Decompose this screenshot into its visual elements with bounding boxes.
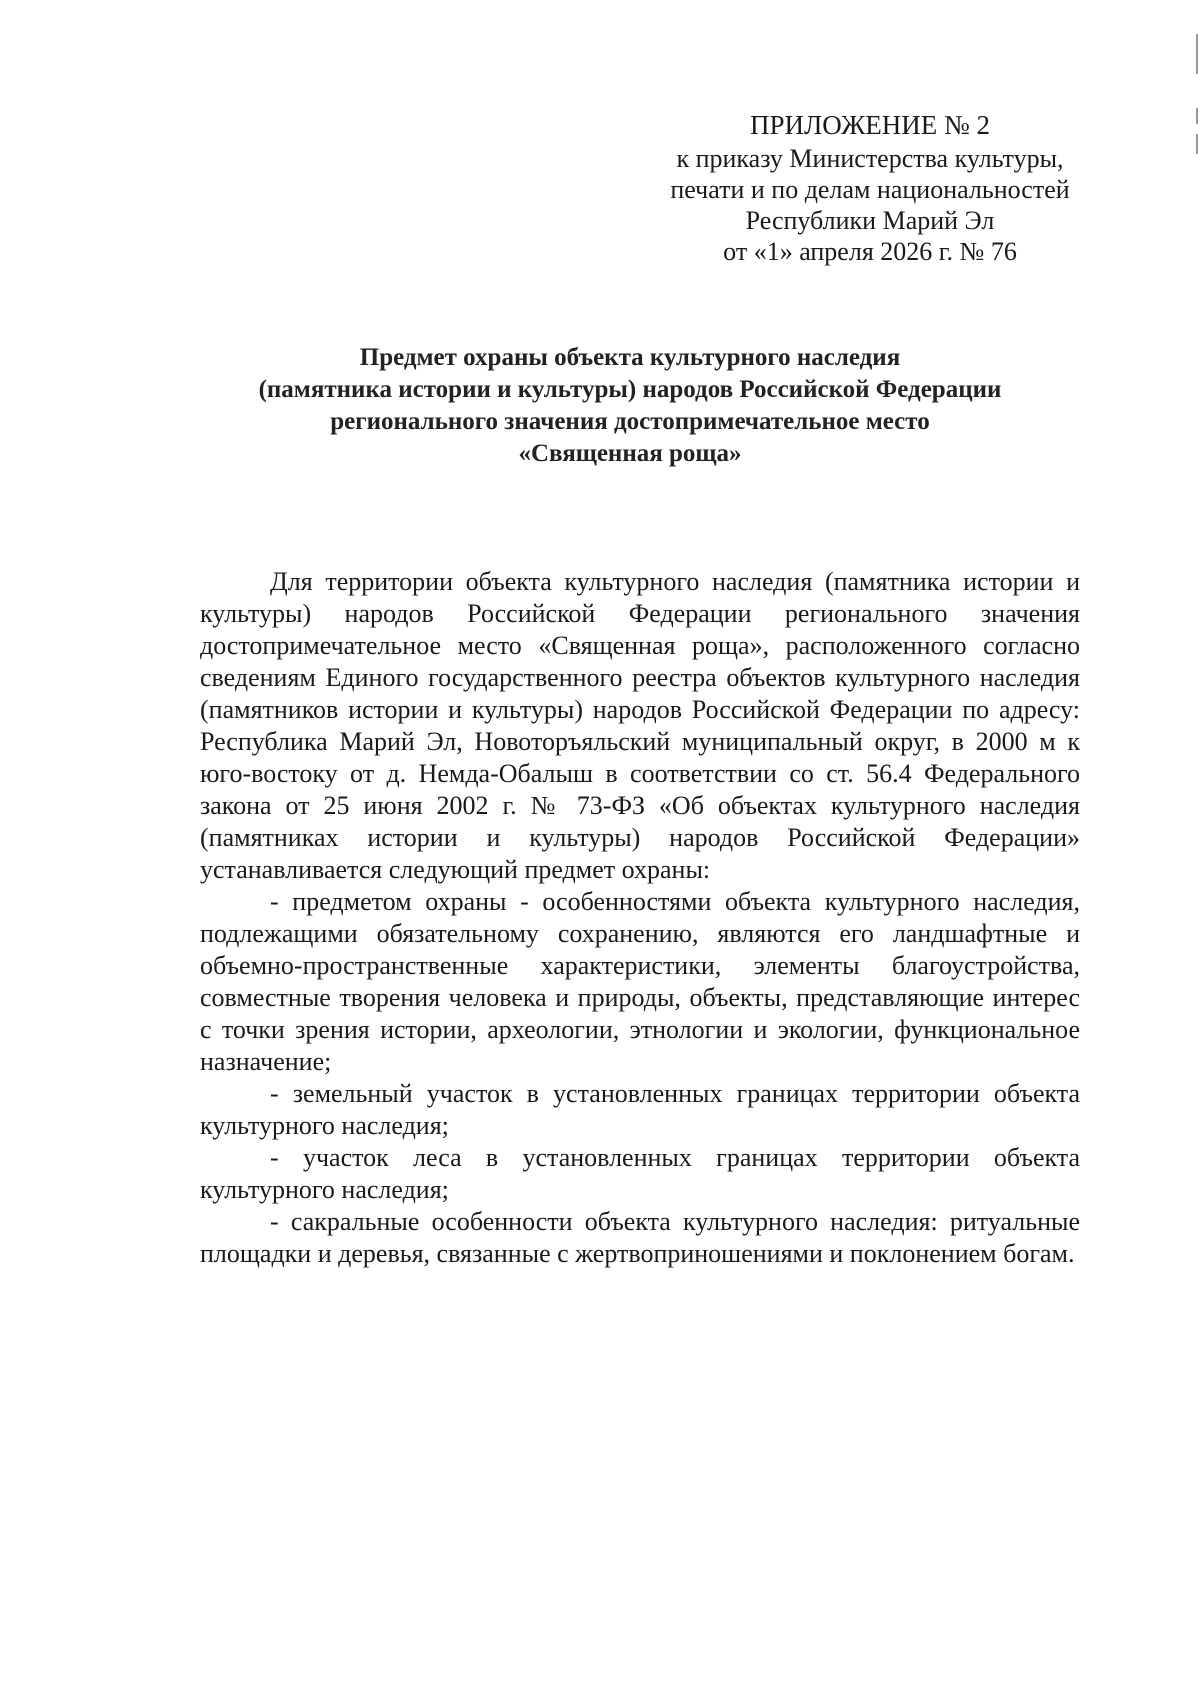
body-paragraph-item: - предметом охраны - особенностями объекта культурного наследия, подлежащими обязательному сохранению, являются его ландшафтные и объемно-пространственные характеристики, элементы благоустройства, совместные творения человека и природы, объекты, представляющие интерес с точки зрения истории, археологии, этнологии и экологии, функциональное назначение; <box>200 887 1080 1076</box>
scan-edge-mark <box>1196 108 1198 124</box>
title-line: (памятника истории и культуры) народов Российской Федерации <box>258 376 1002 403</box>
body-paragraph-item: - участок леса в установленных границах территории объекта культурного наследия; <box>200 1143 1080 1204</box>
scan-edge-marks <box>1194 30 1200 180</box>
annex-title: ПРИЛОЖЕНИЕ № 2 <box>749 110 991 140</box>
annex-date-line: от «1» апреля 2026 г. № 76 <box>723 237 1017 266</box>
title-line: «Священная роща» <box>518 440 742 467</box>
document-title <box>160 342 1100 470</box>
title-line: регионального значения достопримечательное место <box>330 408 930 435</box>
annex-line: к приказу Министерства культуры, <box>676 144 1064 173</box>
body-paragraph-intro: Для территории объекта культурного наследия (памятника истории и культуры) народов Российской Федерации регионального значения достопримечательное место «Священная роща», расположенного согласно сведениям Единого государственного реестра объектов культурного наследия (памятников истории и культуры) народов Российской Федерации по адресу: Республика Марий Эл, Новоторъяльский муниципальный округ, в 2000 м к юго-востоку от д. Немда-Обалыш в соответствии со ст. 56.4 Федерального закона от 25 июня 2002 г. № 73-ФЗ «Об объектах культурного наследия (памятниках истории и культуры) народов Российской Федерации» устанавливается следующий предмет охраны: <box>200 567 1080 884</box>
document-body <box>200 566 1080 1270</box>
body-paragraph-item: - земельный участок в установленных границах территории объекта культурного наследия; <box>200 1079 1080 1140</box>
title-line: Предмет охраны объекта культурного наследия <box>359 344 901 371</box>
annex-line: печати и по делам национальностей <box>670 175 1070 204</box>
annex-block <box>640 110 1100 267</box>
body-paragraph-item: - сакральные особенности объекта культурного наследия: ритуальные площадки и деревья, связанные с жертвоприношениями и поклонением богам. <box>200 1207 1080 1268</box>
annex-line: Республики Марий Эл <box>745 206 995 235</box>
scan-edge-mark <box>1196 34 1198 74</box>
scan-edge-mark <box>1196 134 1198 154</box>
